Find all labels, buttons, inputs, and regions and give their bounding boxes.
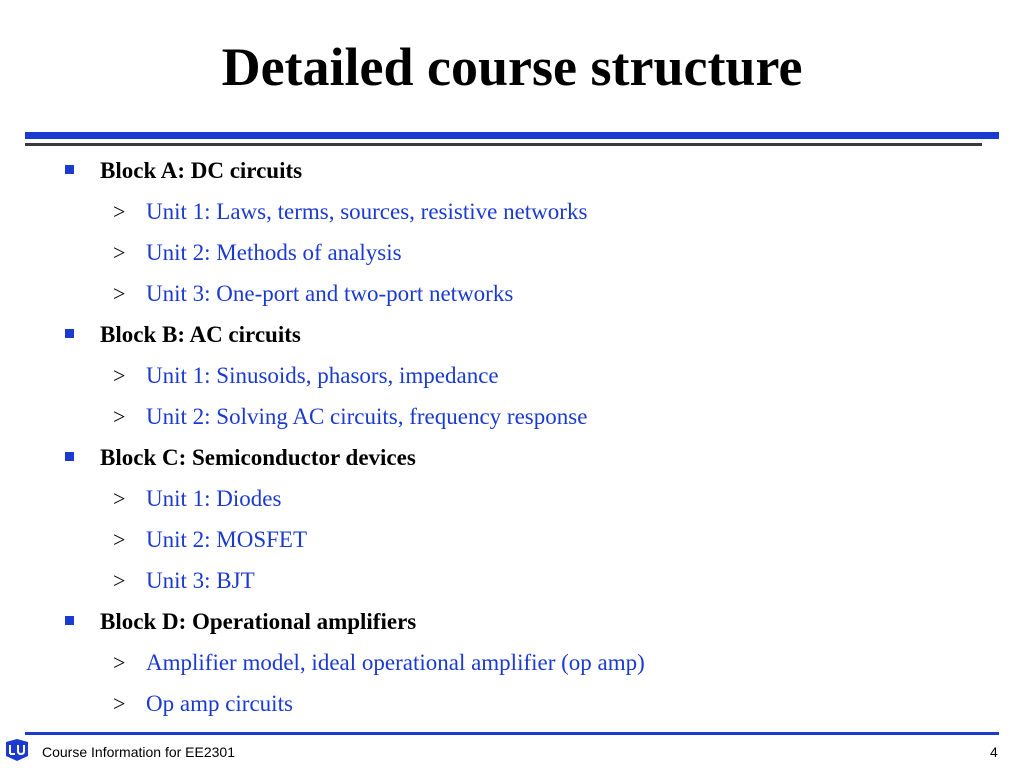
block-label: Block B: AC circuits [100, 322, 301, 347]
square-bullet-icon [65, 452, 74, 461]
course-outline [62, 150, 992, 724]
block-item-c [62, 437, 992, 478]
square-bullet-icon [65, 616, 74, 625]
title-rule-gray [25, 143, 982, 146]
slide-title: Detailed course structure [221, 37, 803, 97]
chevron-right-icon: > [113, 240, 126, 265]
square-bullet-icon [65, 165, 74, 174]
block-label: Block D: Operational amplifiers [100, 609, 417, 634]
unit-item [62, 642, 992, 683]
title-rule-blue [25, 132, 999, 139]
unit-item [62, 273, 992, 314]
chevron-right-icon: > [113, 650, 126, 675]
block-item-a [62, 150, 992, 191]
unit-label: Amplifier model, ideal operational amplifier (op amp) [146, 650, 645, 675]
block-item-d [62, 601, 992, 642]
chevron-right-icon: > [113, 404, 126, 429]
chevron-right-icon: > [113, 199, 126, 224]
unit-label: Unit 2: Methods of analysis [146, 240, 402, 265]
square-bullet-icon [65, 329, 74, 338]
chevron-right-icon: > [113, 568, 126, 593]
chevron-right-icon: > [113, 486, 126, 511]
page-number: 4 [990, 744, 998, 760]
university-logo-icon [4, 738, 30, 762]
unit-item [62, 519, 992, 560]
unit-item [62, 396, 992, 437]
chevron-right-icon: > [113, 527, 126, 552]
block-label: Block C: Semiconductor devices [100, 445, 416, 470]
block-label: Block A: DC circuits [100, 158, 303, 183]
unit-label: Unit 3: One-port and two-port networks [146, 281, 514, 306]
unit-label: Unit 1: Sinusoids, phasors, impedance [146, 363, 499, 388]
unit-label: Unit 2: MOSFET [146, 527, 308, 552]
footer-rule [25, 732, 999, 735]
unit-item [62, 232, 992, 273]
unit-label: Op amp circuits [146, 691, 293, 716]
unit-label: Unit 3: BJT [146, 568, 255, 593]
unit-item [62, 355, 992, 396]
chevron-right-icon: > [113, 691, 126, 716]
unit-label: Unit 2: Solving AC circuits, frequency response [146, 404, 588, 429]
chevron-right-icon: > [113, 281, 126, 306]
unit-label: Unit 1: Laws, terms, sources, resistive networks [146, 199, 588, 224]
chevron-right-icon: > [113, 363, 126, 388]
unit-label: Unit 1: Diodes [146, 486, 282, 511]
unit-item [62, 683, 992, 724]
unit-item [62, 560, 992, 601]
block-item-b [62, 314, 992, 355]
unit-item [62, 191, 992, 232]
footer-course-text: Course Information for EE2301 [42, 744, 235, 760]
unit-item [62, 478, 992, 519]
